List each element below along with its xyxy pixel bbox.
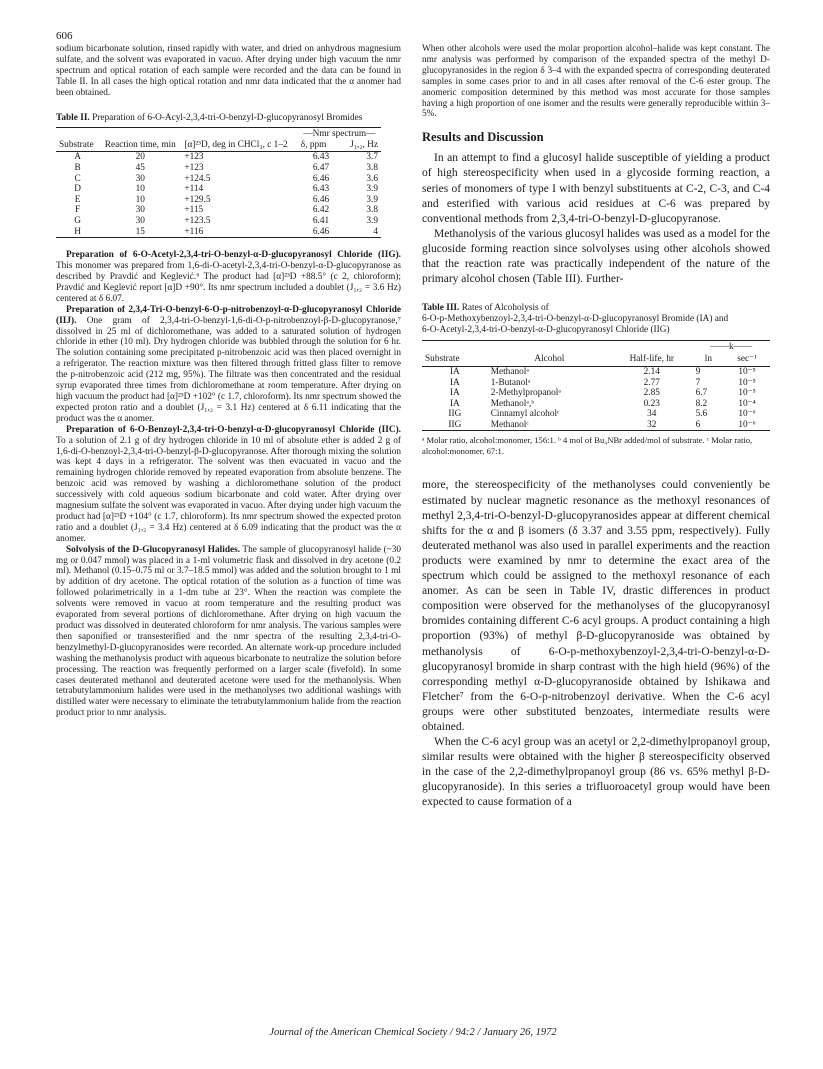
- table-cell: 6.7: [695, 388, 708, 399]
- table-cell: C: [74, 173, 81, 184]
- table2-header-nmr-group: —Nmr spectrum—: [303, 129, 376, 140]
- results-paragraph-3: more, the stereospecificity of the methanolyses could conveniently be estimated by nuclear magnetic resonance as the methoxyl resonances of methyl 2,3,4-tri-O-benzyl-D-glucopyranosides appear at different chemical shifts for the α and β isomers (δ 3.37 and 3.55 ppm, respectively). Fully deuterated methanol was also used in parallel experiments and the reaction products were examined by nmr to determine the exact area of the spectrum which could be assigned to the methoxyl resonance of each anomer. As can be seen in Table IV, drastic differences in product composition were observed for the methanolyses of the glucopyranosyl bromides containing different C-6 acyl groups. A product containing a high proportion (93%) of methyl β-D-glucopyranoside was obtained by methanolysis of 6-O-p-methoxybenzoyl-2,3,4-tri-O-benzyl-α-D-glucopyranosyl bromide in sharp contrast with the high hield (96%) of the corresponding methyl α-D-glucopyranoside obtained by Ishikawa and Fletcher⁷ from the 6-O-p-nitrobenzoyl derivative. When the C-6 acyl groups were other substituted benzoates, intermediate results were obtained.: [422, 479, 770, 733]
- table-cell: Methanolᵃ: [490, 366, 529, 377]
- table-cell: Cinnamyl alcoholᶜ: [490, 409, 560, 420]
- table-row: [422, 420, 770, 431]
- table3-caption-line2: 6-O-p-Methoxybenzoyl-2,3,4-tri-O-benzyl-α-D-glucopyranosyl Bromide (IA) and: [422, 314, 729, 325]
- table-cell: 10: [135, 184, 145, 195]
- table3-header-k: ——k——: [710, 341, 753, 352]
- table-cell: 4: [373, 226, 378, 237]
- table-cell: 6.46: [312, 194, 330, 205]
- table-cell: 6.43: [312, 184, 330, 195]
- table-row: [56, 195, 381, 206]
- table3-header-sec: sec⁻¹: [724, 353, 770, 366]
- table-cell: 3.7: [366, 152, 378, 163]
- table-cell: 30: [135, 173, 145, 184]
- table-cell: 30: [135, 216, 145, 226]
- table-cell: +115: [184, 205, 204, 216]
- table2-header-nmr: [298, 128, 381, 152]
- table-cell: 6: [695, 419, 701, 430]
- table-cell: IA: [449, 377, 460, 388]
- table-cell: +123.5: [184, 216, 211, 226]
- table3: [422, 340, 770, 432]
- prep-benzoyl-paragraph: [56, 425, 401, 545]
- table-cell: 3.9: [366, 184, 378, 195]
- table3-header-alcohol: Alcohol: [488, 340, 611, 366]
- table-cell: IA: [449, 366, 460, 377]
- right-column: [422, 44, 770, 811]
- table3-label: Table III.: [422, 303, 460, 314]
- table-cell: 2.77: [643, 377, 660, 388]
- table-cell: B: [74, 163, 81, 174]
- table-cell: 0.23: [643, 398, 660, 409]
- table-cell: A: [74, 152, 81, 163]
- table-cell: 9: [695, 366, 701, 377]
- table-cell: +124.5: [184, 173, 211, 184]
- results-paragraph-1: In an attempt to find a glucosyl halide susceptible of yielding a product of high stereospecificity when used in a glycoside forming reaction, a series of monomers of type I with benzyl substituents at C-2, C-3, and C-4 and esterified with various acid residues at C-6 was prepared by conventional methods from 2,3,4-tri-O-benzyl-D-glucopyranose.: [422, 152, 770, 225]
- table-cell: 10⁻⁴: [738, 398, 756, 409]
- table-row: [56, 205, 381, 216]
- prep-benzoyl-title: Preparation of 6-O-Benzoyl-2,3,4-tri-O-benzyl-α-D-glucopyranosyl Chloride (IIC).: [66, 424, 401, 435]
- table2: [56, 127, 381, 238]
- table-row: [56, 227, 381, 238]
- table3-header-substrate: Substrate: [422, 340, 488, 366]
- table-cell: E: [74, 194, 81, 205]
- table-cell: 10⁻⁶: [738, 409, 756, 420]
- table-cell: 2-Methylpropanolᵃ: [490, 388, 561, 399]
- table-cell: G: [74, 216, 81, 226]
- table-cell: 15: [135, 226, 145, 237]
- table-cell: 3.9: [366, 194, 378, 205]
- table-cell: 7: [695, 377, 701, 388]
- table-cell: 8.2: [695, 398, 708, 409]
- table-cell: IIG: [448, 409, 462, 420]
- results-paragraph-4: When the C-6 acyl group was an acetyl or 2,2-dimethylpropanoyl group, similar results were obtained with the higher β stereospecificity observed in the case of the 2,2-dimethylpropanoyl group (86 vs. 65% methyl β-D-glucopyranoside). In this series a trifluoroacetyl group would have been expected to cause formation of a: [422, 736, 770, 809]
- table-cell: +129.5: [184, 194, 211, 205]
- table-cell: 6.43: [312, 152, 330, 163]
- page-number: 606: [56, 30, 73, 42]
- table-cell: 6.42: [312, 205, 330, 216]
- table-cell: 5.6: [695, 409, 708, 420]
- table-cell: +114: [184, 184, 204, 195]
- table-cell: 10⁻⁵: [738, 377, 756, 388]
- prep-nitrobenzoyl-text: One gram of 2,3,4-tri-O-benzyl-1,6-di-O-p-nitrobenzoyl-β-D-glucopyranose,⁷ dissolved in 25 ml of dichloromethane, was added to a saturated solution of hydrogen chloride in ether (10 ml). Dry hydrogen chloride was bubbled through the solution for 6 hr. The solution containing some precipitated p-nitrobenzoic acid was then placed overnight in a refrigerator. The reaction mixture was then filtered through fritted glass filter to remove the p-nitrobenzoic acid (212 mg, 95%). The filtrate was then concentrated and the residual syrup evaporated three times from dichloromethane at room temperature. After drying on high vacuum the product had [α]²³D +102° (c 1.7, chloroform). Its nmr spectrum showed the expected proton ratio and a doublet (J₁,₂ = 3.1 Hz) centered at δ 6.11 indicating that the product was the α anomer.: [56, 315, 401, 424]
- journal-footer: Journal of the American Chemical Society / 94:2 / January 26, 1972: [269, 1027, 557, 1038]
- table-cell: 3.8: [366, 163, 378, 174]
- table-cell: 2.85: [643, 388, 660, 399]
- table2-header-rotation: [α]²³D, deg in CHCl₃, c 1–2: [181, 128, 297, 152]
- table-cell: Methanolᶜ: [490, 419, 529, 430]
- table-cell: +123: [184, 152, 204, 163]
- table-cell: 32: [647, 419, 657, 430]
- table-cell: 6.46: [312, 173, 330, 184]
- table-cell: F: [75, 205, 81, 216]
- table2-header-time: Reaction time, min: [99, 128, 181, 152]
- results-paragraph-2: Methanolysis of the various glucosyl halides was used as a model for the glucoside forming reaction since solvolyses using other alcohols showed that the reaction rate was practically independent of the nature of the primary alcohol chosen (Table III). Further-: [422, 227, 770, 286]
- table2-title: Preparation of 6-O-Acyl-2,3,4-tri-O-benzyl-D-glucopyranosyl Bromides: [92, 112, 363, 123]
- table-cell: 3.6: [366, 173, 378, 184]
- table-row: [56, 216, 381, 227]
- table-cell: 6.41: [312, 216, 330, 226]
- table-cell: 10⁻⁵: [738, 388, 756, 399]
- table3-caption-line1: Rates of Alcoholysis of: [461, 303, 549, 314]
- table-cell: IIG: [448, 419, 462, 430]
- prep-acetyl-title: Preparation of 6-O-Acetyl-2,3,4-tri-O-benzyl-α-D-glucopyranosyl Chloride (IIG).: [66, 250, 401, 261]
- table-cell: +116: [184, 226, 204, 237]
- table-cell: H: [74, 226, 81, 237]
- table-row: [56, 184, 381, 195]
- table2-caption: [56, 113, 401, 124]
- solvolysis-title: Solvolysis of the D-Glucopyranosyl Halides.: [66, 544, 241, 555]
- results-heading: Results and Discussion: [422, 130, 544, 145]
- table-cell: 10: [135, 194, 145, 205]
- table-cell: 34: [647, 409, 657, 420]
- solvolysis-paragraph: [56, 545, 401, 720]
- table-cell: 10⁻⁶: [738, 419, 756, 430]
- table2-label: Table II.: [56, 112, 90, 123]
- prep-nitrobenzoyl-title: Preparation of 2,3,4-Tri-O-benzyl-6-O-p-nitrobenzoyl-α-D-glucopyranosyl Chloride (IIJ).: [56, 304, 401, 326]
- table2-header-substrate: Substrate: [56, 128, 99, 152]
- table3-header-halflife: Half-life, hr: [611, 340, 693, 366]
- table-cell: 45: [135, 163, 145, 174]
- table-cell: 20: [135, 152, 145, 163]
- table-cell: 3.9: [366, 216, 378, 226]
- table-cell: 6.47: [312, 163, 330, 174]
- left-intro-paragraph: sodium bicarbonate solution, rinsed rapidly with water, and dried on anhydrous magnesium sulfate, and the solvent was evaporated in vacuo. After drying under high vacuum the nmr spectrum and optical rotation of each sample were recorded and the data can be found in Table II. In all cases the high optical rotation and nmr data indicated that the α anomer had been obtained.: [56, 44, 401, 98]
- table-row: [422, 409, 770, 420]
- table-cell: 3.8: [366, 205, 378, 216]
- table-row: [56, 163, 381, 174]
- table2-header-j: J₁,₂, Hz: [350, 139, 378, 150]
- table-cell: +123: [184, 163, 204, 174]
- prep-acetyl-text: This monomer was prepared from 1,6-di-O-acetyl-2,3,4-tri-O-benzyl-α-D-glucopyranose as described by Pravdić and Keglević.⁶ The product had [α]²³D +88.5° (c 2, chloroform); Pravdić and Keglević report [α]D +90°. Its nmr spectrum included a doublet (J₁,₂ = 3.6 Hz) centered at δ 6.07.: [56, 261, 401, 304]
- table-row: [56, 174, 381, 185]
- left-column: [56, 44, 401, 719]
- table-cell: Methanolᵃ,ᵇ: [490, 398, 535, 409]
- table-cell: IA: [449, 398, 460, 409]
- table-cell: 6.46: [312, 226, 330, 237]
- table-row: [422, 378, 770, 389]
- table-cell: 1-Butanolᵃ: [490, 377, 531, 388]
- table2-header-shift: δ, ppm: [300, 139, 327, 150]
- table-row: [56, 152, 381, 163]
- table-row: [422, 388, 770, 399]
- right-intro-paragraph: When other alcohols were used the molar proportion alcohol–halide was kept constant. The nmr analysis was performed by comparison of the expanded spectra of the methyl D-glucopyranosides in the region δ 3–4 with the expanded spectra of corresponding deuterated samples in some cases prior to and in all cases after removal of the C-6 ester group. The anomeric composition determined by this method was most accurate for those samples having a high proportion of one isomer and the results were generally reproducible within 3–5%.: [422, 44, 770, 120]
- table3-caption: [422, 303, 770, 336]
- table3-header-ln: ln: [693, 353, 725, 366]
- table3-footnote: ᵃ Molar ratio, alcohol:monomer, 156:1. ᵇ 4 mol of Bu₄NBr added/mol of substrate. ᶜ Molar ratio, alcohol:monomer, 67:1.: [422, 435, 753, 456]
- table-row: [422, 366, 770, 377]
- prep-nitrobenzoyl-paragraph: [56, 305, 401, 425]
- solvolysis-text: The sample of glucopyranosyl halide (~30 mg or 0.047 mmol) was placed in a 1-ml volumetric flask and dissolved in dry acetone (0.2 ml). Methanol (0.15–0.75 ml or 3.7–18.5 mmol) was added and the solution brought to 1 ml by addition of dry acetone. The optical rotation of the solution as a function of time was followed polarimetrically in a 1-dm tube at 23°. When the reaction was complete the solvents were removed in vacuo at room temperature and the resulting product was evaporated from several portions of dichloromethane. After drying on high vacuum the product was dissolved in deuterated chloroform for nmr analysis. The various samples were then saponified or transesterified and the nmr spectra of the resulting 2,3,4-tri-O-benzylmethyl-D-glucopyranosides were recorded. An alternate work-up procedure included washing the methanolysis product with aqueous bicarbonate to neutralize the solution before processing. The reaction was frequently performed on a larger scale (fivefold). In some cases deuterated methanol and deuterated acetone were used for the methanolysis. When tetrabutylammonium halides were used in the methanolyses two additional washings with distilled water were necessary to eliminate the tetrabutylammonium halide from the reaction product prior to nmr analysis.: [56, 544, 401, 719]
- prep-benzoyl-text: To a solution of 2.1 g of dry hydrogen chloride in 10 ml of absolute ether is added 2 g of 1,6-di-O-benzoyl-2,3,4-tri-O-benzyl-β-D-glucopyranose. After thorough mixing the solution was kept 4 days in a refrigerator. The solvent was then evacuated in vacuo and the remaining hydrogen chloride removed by repeated evaporation from absolute benzene. The benzoic acid was removed by washing a dichloromethane solution of the product successively with cold aqueous sodium bicarbonate and cold water. After drying over magnesium sulfate the solvent was evaporated in vacuo. After drying under high vacuum the product had [α]²³D +104° (c 1.7, chloroform). Its nmr spectrum showed the expected proton ratio and a doublet (J₁,₂ = 3.4 Hz) centered at δ 6.09 indicating that the product was the α anomer.: [56, 435, 401, 544]
- table-row: [422, 399, 770, 410]
- table-cell: 10⁻⁵: [738, 366, 756, 377]
- table-cell: 30: [135, 205, 145, 216]
- table3-caption-line3: 6-O-Acetyl-2,3,4-tri-O-benzyl-α-D-glucopyranosyl Chloride (IIG): [422, 325, 670, 335]
- table-cell: 2.14: [643, 366, 660, 377]
- prep-acetyl-paragraph: [56, 250, 401, 305]
- table-cell: IA: [449, 388, 460, 399]
- table-cell: D: [74, 184, 81, 195]
